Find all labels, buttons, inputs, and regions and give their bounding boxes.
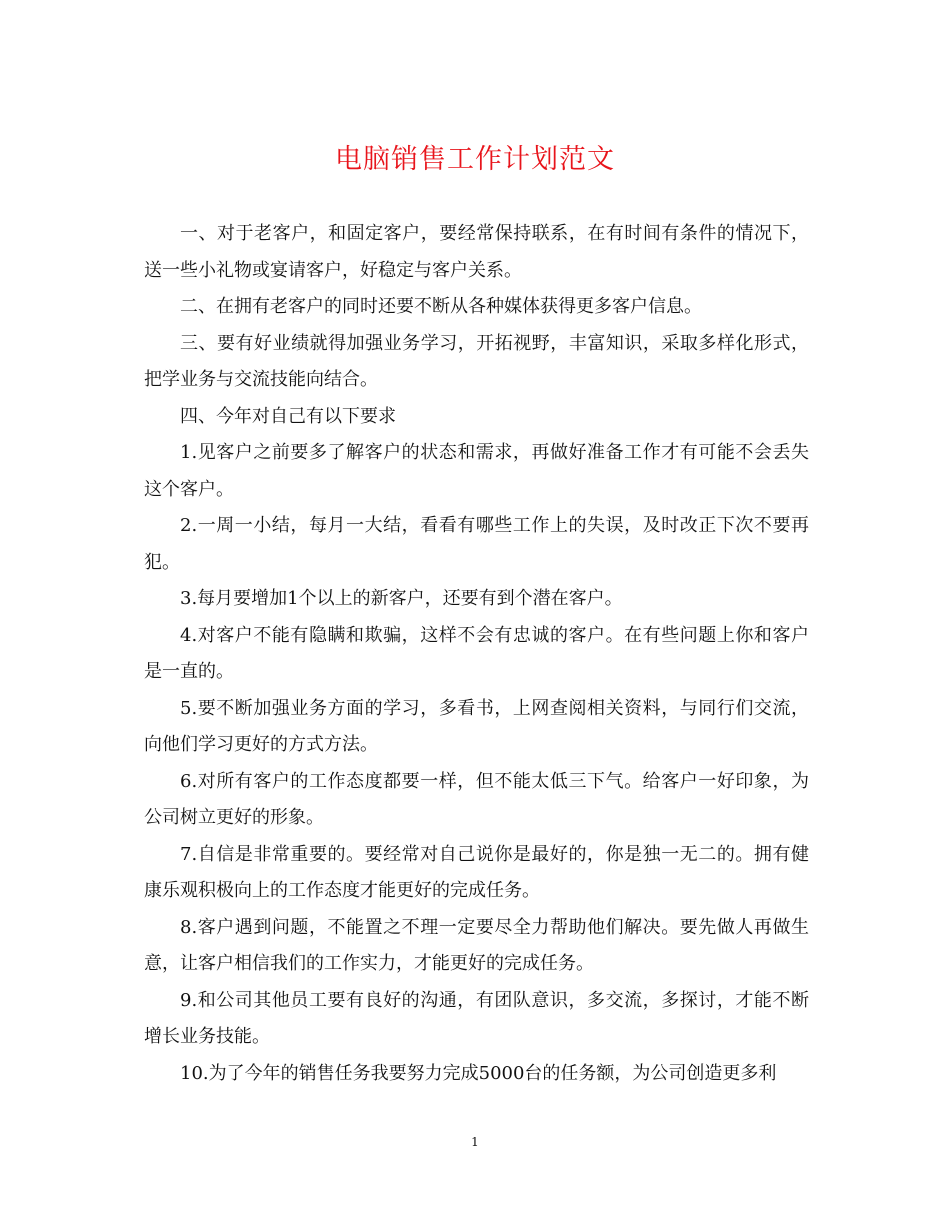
paragraph: 2.一周一小结，每月一大结，看看有哪些工作上的失误，及时改正下次不要再犯。	[144, 515, 809, 573]
document-title: 电脑销售工作计划范文	[335, 144, 615, 175]
paragraph: 8.客户遇到问题，不能置之不理一定要尽全力帮助他们解决。要先做人再做生意，让客户相信我们的工作实力，才能更好的完成任务。	[144, 916, 809, 974]
paragraph: 四、今年对自己有以下要求	[180, 405, 396, 427]
paragraph: 4.对客户不能有隐瞒和欺骗，这样不会有忠诚的客户。在有些问题上你和客户是一直的。	[144, 624, 809, 682]
page-number: 1	[471, 1135, 479, 1149]
paragraph: 一、对于老客户，和固定客户，要经常保持联系，在有时间有条件的情况下，送一些小礼物或宴请客户，好稳定与客户关系。	[144, 223, 809, 281]
paragraph: 9.和公司其他员工要有良好的沟通，有团队意识，多交流，多探讨，才能不断增长业务技能。	[144, 989, 809, 1047]
paragraph: 10.为了今年的销售任务我要努力完成5000台的任务额，为公司创造更多利	[180, 1062, 777, 1084]
document-body	[144, 216, 809, 1092]
paragraph: 6.对所有客户的工作态度都要一样，但不能太低三下气。给客户一好印象，为公司树立更好的形象。	[144, 770, 809, 828]
paragraph: 5.要不断加强业务方面的学习，多看书，上网查阅相关资料，与同行们交流，向他们学习更好的方式方法。	[144, 697, 809, 755]
paragraph: 7.自信是非常重要的。要经常对自己说你是最好的，你是独一无二的。拥有健康乐观积极向上的工作态度才能更好的完成任务。	[144, 843, 809, 901]
paragraph: 1.见客户之前要多了解客户的状态和需求，再做好准备工作才有可能不会丢失这个客户。	[144, 442, 809, 500]
paragraph: 三、要有好业绩就得加强业务学习，开拓视野，丰富知识，采取多样化形式，把学业务与交流技能向结合。	[144, 332, 809, 390]
paragraph: 3.每月要增加1个以上的新客户，还要有到个潜在客户。	[180, 588, 623, 609]
paragraph: 二、在拥有老客户的同时还要不断从各种媒体获得更多客户信息。	[180, 296, 702, 317]
